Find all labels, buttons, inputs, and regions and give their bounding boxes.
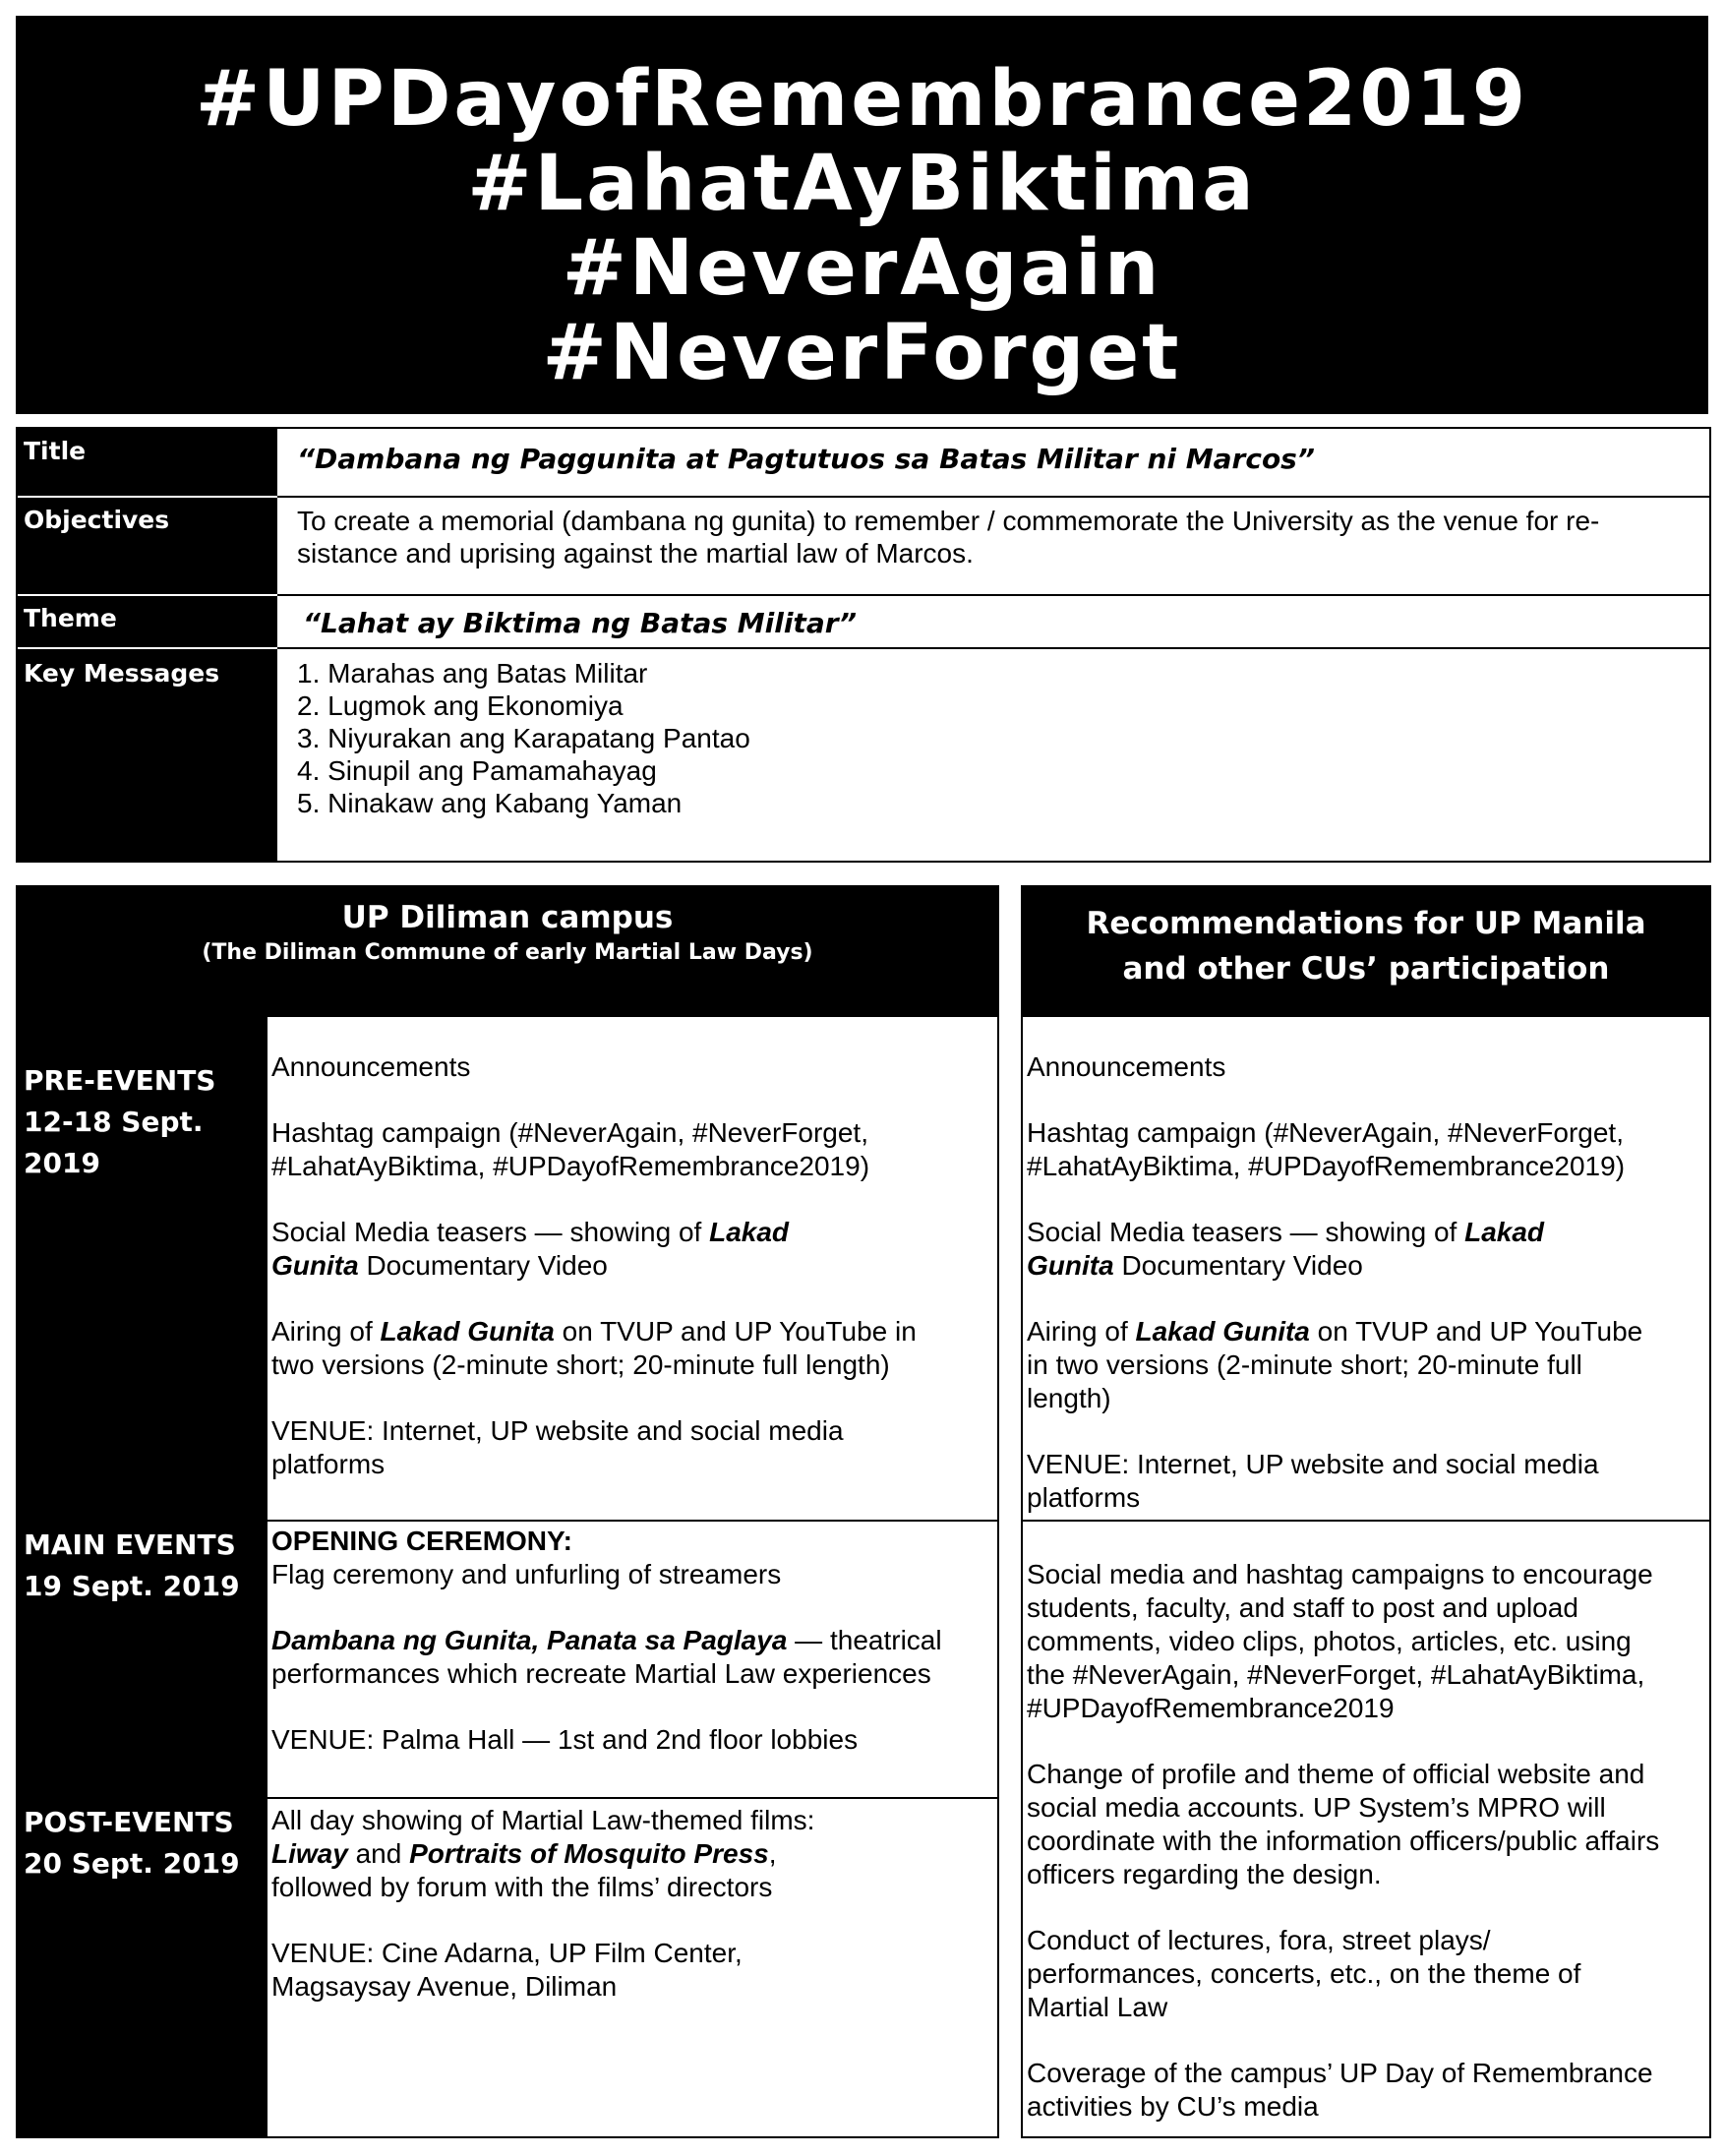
- info-table: [16, 427, 1711, 863]
- diliman-column: [16, 885, 999, 2138]
- lectures-text: Conduct of lectures, fora, street plays/ performances, concerts, etc., on the theme of Martial Law: [1027, 1925, 1581, 2022]
- divider: [18, 647, 277, 649]
- title-value: “Dambana ng Paggunita at Pagtutuos sa Batas Militar ni Marcos”: [297, 443, 1315, 475]
- divider: [268, 1797, 997, 1799]
- label-column: [18, 429, 277, 861]
- airing-text: Airing of Lakad Gunita on TVUP and UP YouTube in two versions (2-minute short; 20-minute full length): [271, 1316, 917, 1380]
- label-line: 12-18 Sept.: [24, 1106, 204, 1138]
- main-events-label: [18, 1525, 268, 1607]
- recommendations-column: [1021, 885, 1711, 2138]
- teaser-text: Social Media teasers — showing of Lakad Gunita Documentary Video: [271, 1217, 790, 1281]
- key-messages-label: Key Messages: [24, 659, 220, 688]
- divider: [277, 496, 1709, 498]
- hashtag-line: #NeverForget: [542, 309, 1182, 397]
- list-item: 3. Niyurakan ang Karapatang Pantao: [297, 723, 750, 753]
- films-text: All day showing of Martial Law-themed films: Liway and Portraits of Mosquito Press, followed by forum with the films’ directors: [271, 1805, 815, 1902]
- pre-events-body: [271, 1050, 989, 1514]
- label-line: 20 Sept. 2019: [24, 1847, 240, 1880]
- objectives-line: To create a memorial (dambana ng gunita) to remember / commemorate the University as the venue for re-: [297, 506, 1600, 536]
- hashtag-banner: [16, 16, 1708, 414]
- airing-text: Airing of Lakad Gunita on TVUP and UP YouTube in two versions (2-minute short; 20-minute full length): [1027, 1316, 1643, 1413]
- main-events-body: [271, 1525, 989, 1789]
- list-item: 2. Lugmok ang Ekonomiya: [297, 690, 624, 721]
- label-line: 2019: [24, 1147, 100, 1179]
- label-line: MAIN EVENTS: [24, 1528, 236, 1561]
- recommendations-header: [1023, 887, 1709, 1017]
- hashtag-text: Hashtag campaign (#NeverAgain, #NeverForget, #LahatAyBiktima, #UPDayofRemembrance2019): [271, 1117, 870, 1181]
- diliman-header: [18, 887, 997, 1017]
- venue-text: VENUE: Palma Hall — 1st and 2nd floor lobbies: [271, 1724, 859, 1755]
- divider: [268, 1520, 997, 1522]
- venue-text: VENUE: Internet, UP website and social media platforms: [271, 1415, 844, 1479]
- profile-text: Change of profile and theme of official website and social media accounts. UP System’s MPRO will coordinate with the information officers/public affairs officers regarding the design.: [1027, 1759, 1660, 1889]
- column-heading: UP Diliman campus: [341, 900, 674, 935]
- label-line: 19 Sept. 2019: [24, 1570, 240, 1602]
- theme-value: “Lahat ay Biktima ng Batas Militar”: [303, 607, 858, 639]
- theme-label: Theme: [24, 604, 117, 632]
- teaser-text: Social Media teasers — showing of Lakad Gunita Documentary Video: [1027, 1217, 1545, 1281]
- recommendations-main-body: [1027, 1558, 1707, 2156]
- opening-text: OPENING CEREMONY: Flag ceremony and unfurling of streamers: [271, 1526, 782, 1589]
- post-events-label: [18, 1802, 268, 1885]
- list-item: 5. Ninakaw ang Kabang Yaman: [297, 788, 683, 818]
- label-line: PRE-EVENTS: [24, 1064, 216, 1097]
- label-line: POST-EVENTS: [24, 1806, 234, 1838]
- objectives-value: [277, 505, 1709, 569]
- list-item: 4. Sinupil ang Pamamahayag: [297, 755, 657, 786]
- hashtag-line: #UPDayofRemembrance2019: [195, 55, 1529, 144]
- list-item: 1. Marahas ang Batas Militar: [297, 658, 648, 689]
- recommendations-pre-body: [1027, 1050, 1707, 1547]
- column-heading-line: and other CUs’ participation: [1122, 951, 1610, 987]
- venue-text: VENUE: Internet, UP website and social media platforms: [1027, 1449, 1599, 1513]
- divider: [268, 1015, 997, 1017]
- announcements-text: Announcements: [1027, 1051, 1226, 1082]
- title-label: Title: [24, 437, 87, 465]
- hashtag-text: Hashtag campaign (#NeverAgain, #NeverForget, #LahatAyBiktima, #UPDayofRemembrance2019): [1027, 1117, 1626, 1181]
- dambana-text: Dambana ng Gunita, Panata sa Paglaya — theatrical performances which recreate Martial Law experiences: [271, 1625, 942, 1689]
- divider: [18, 496, 277, 498]
- key-messages: [277, 657, 1709, 819]
- hashtag-line: #NeverAgain: [562, 224, 1162, 313]
- social-text: Social media and hashtag campaigns to encourage students, faculty, and staff to post and upload comments, video clips, photos, articles, etc. using the #NeverAgain, #NeverForget, #LahatAyBiktima, #UPDayofRemembrance2019: [1027, 1559, 1653, 1723]
- divider: [18, 594, 277, 596]
- column-subheading: (The Diliman Commune of early Martial Law Days): [202, 940, 813, 965]
- objectives-line: sistance and uprising against the martial law of Marcos.: [297, 538, 974, 569]
- pre-events-label: [18, 1060, 268, 1184]
- column-heading-line: Recommendations for UP Manila: [1086, 906, 1646, 941]
- divider: [277, 647, 1709, 649]
- hashtag-line: #LahatAyBiktima: [467, 140, 1257, 228]
- venue-text: VENUE: Cine Adarna, UP Film Center, Magsaysay Avenue, Diliman: [271, 1938, 743, 2002]
- objectives-label: Objectives: [24, 506, 170, 534]
- announcements-text: Announcements: [271, 1051, 471, 1082]
- divider: [277, 594, 1709, 596]
- coverage-text: Coverage of the campus’ UP Day of Remembrance activities by CU’s media: [1027, 2058, 1653, 2122]
- post-events-body: [271, 1804, 989, 2036]
